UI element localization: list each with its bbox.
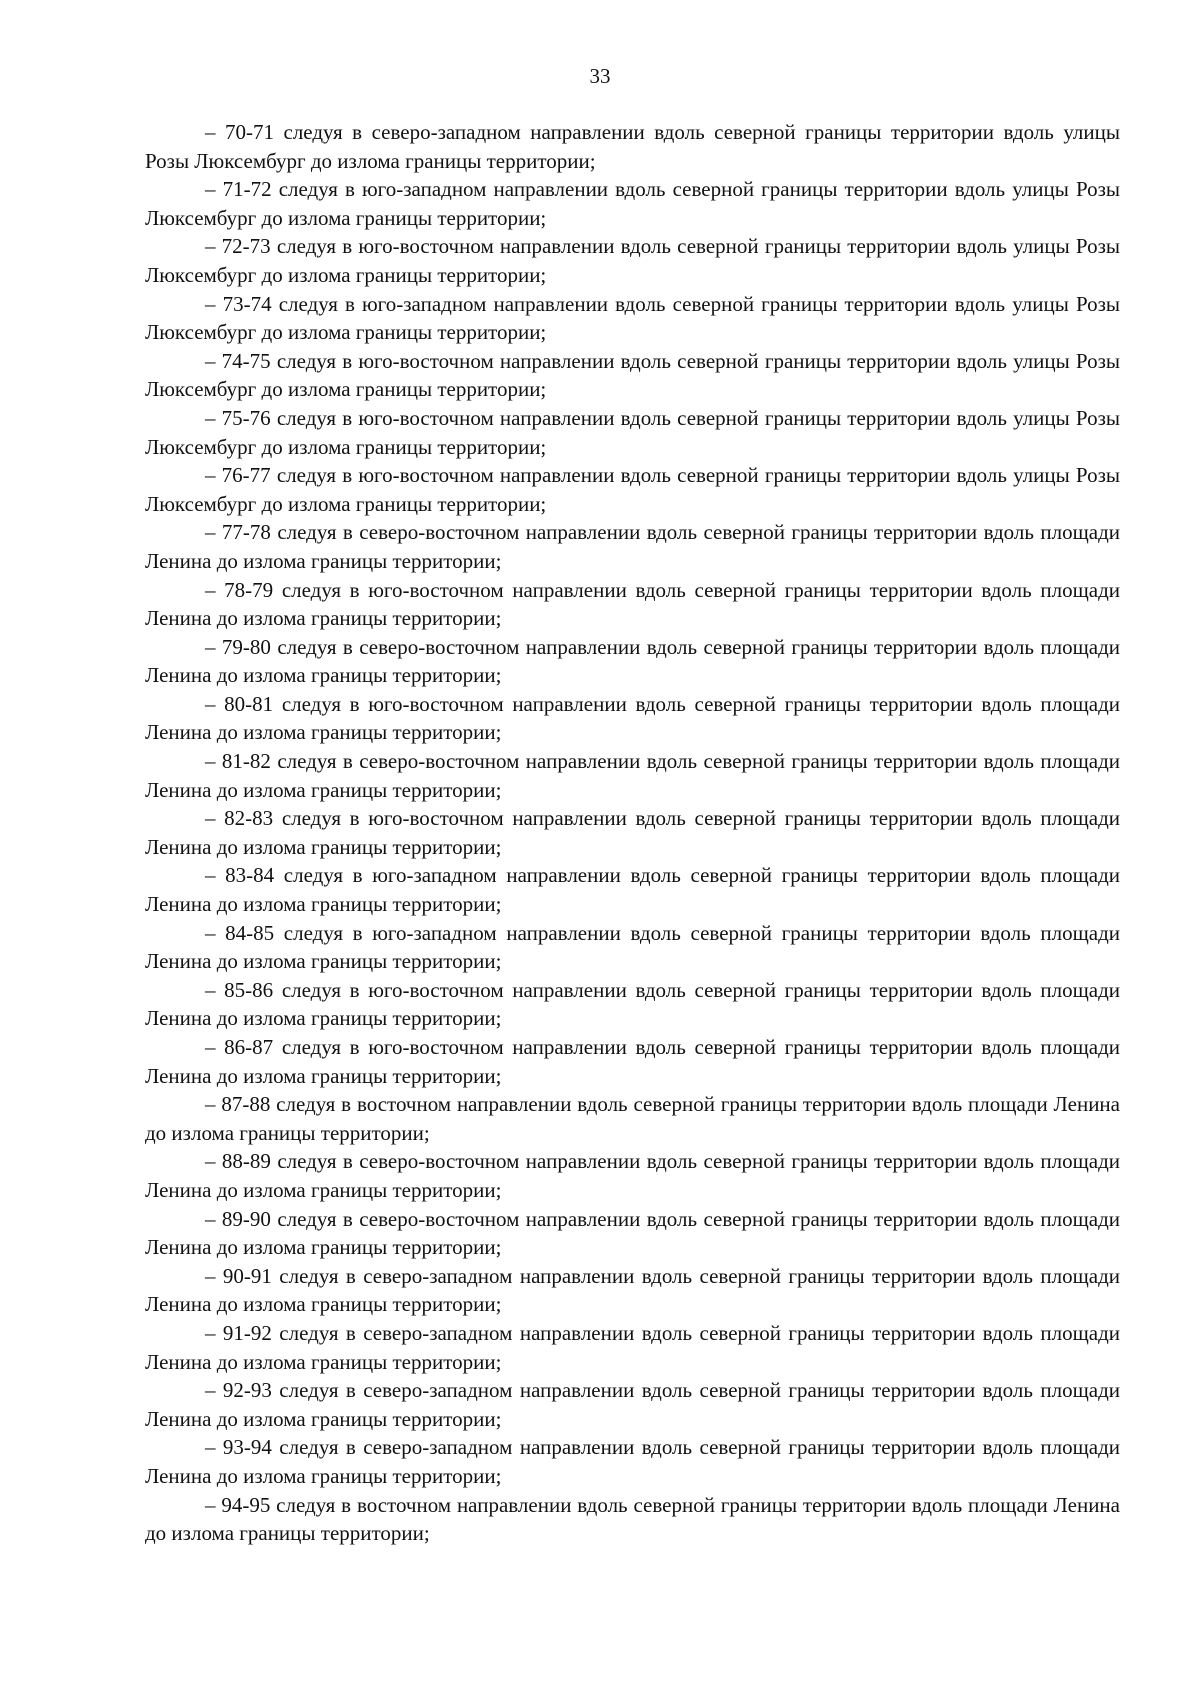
boundary-segment-paragraph: – 93-94 следуя в северо-западном направлении вдоль северной границы территории вдоль площади Ленина до излома границы территории; bbox=[145, 1435, 1120, 1488]
boundary-segment-paragraph: – 86-87 следуя в юго-восточном направлении вдоль северной границы территории вдоль площади Ленина до излома границы территории; bbox=[145, 1035, 1120, 1088]
boundary-segment-paragraph: – 71-72 следуя в юго-западном направлении вдоль северной границы территории вдоль улицы Розы Люксембург до излома границы территории; bbox=[145, 177, 1120, 230]
boundary-segment-paragraph: – 83-84 следуя в юго-западном направлении вдоль северной границы территории вдоль площади Ленина до излома границы территории; bbox=[145, 863, 1120, 917]
boundary-segment-paragraph: – 76-77 следуя в юго-восточном направлении вдоль северной границы территории вдоль улицы Розы Люксембург до излома границы территории; bbox=[145, 463, 1120, 516]
boundary-segment-paragraph: – 70-71 следуя в северо-западном направлении вдоль северной границы территории вдоль улицы Розы Люксембург до излома границы территории; bbox=[145, 120, 1120, 173]
boundary-segment-paragraph: – 81-82 следуя в северо-восточном направлении вдоль северной границы территории вдоль площади Ленина до излома границы территории; bbox=[145, 749, 1120, 802]
boundary-segment-paragraph: – 80-81 следуя в юго-восточном направлении вдоль северной границы территории вдоль площади Ленина до излома границы территории; bbox=[145, 691, 1120, 745]
boundary-segment-paragraph: – 90-91 следуя в северо-западном направлении вдоль северной границы территории вдоль площади Ленина до излома границы территории; bbox=[145, 1263, 1120, 1317]
boundary-segment-paragraph: – 94-95 следуя в восточном направлении вдоль северной границы территории вдоль площади Ленина до излома границы территории; bbox=[145, 1492, 1120, 1546]
boundary-segment-paragraph: – 89-90 следуя в северо-восточном направлении вдоль северной границы территории вдоль площади Ленина до излома границы территории; bbox=[145, 1206, 1120, 1260]
boundary-segment-paragraph: – 77-78 следуя в северо-восточном направлении вдоль северной границы территории вдоль площади Ленина до излома границы территории; bbox=[145, 520, 1120, 573]
boundary-segment-paragraph: – 78-79 следуя в юго-восточном направлении вдоль северной границы территории вдоль площади Ленина до излома границы территории; bbox=[145, 577, 1120, 631]
boundary-segment-paragraph: – 92-93 следуя в северо-западном направлении вдоль северной границы территории вдоль площади Ленина до излома границы территории; bbox=[145, 1378, 1120, 1431]
boundary-segment-paragraph: – 85-86 следуя в юго-восточном направлении вдоль северной границы территории вдоль площади Ленина до излома границы территории; bbox=[145, 977, 1120, 1031]
boundary-segment-paragraph: – 72-73 следуя в юго-восточном направлении вдоль северной границы территории вдоль улицы Розы Люксембург до излома границы территории; bbox=[145, 234, 1120, 287]
boundary-segment-paragraph: – 88-89 следуя в северо-восточном направлении вдоль северной границы территории вдоль площади Ленина до излома границы территории; bbox=[145, 1149, 1120, 1202]
boundary-segment-paragraph: – 84-85 следуя в юго-западном направлении вдоль северной границы территории вдоль площади Ленина до излома границы территории; bbox=[145, 920, 1120, 974]
boundary-segment-paragraph: – 75-76 следуя в юго-восточном направлении вдоль северной границы территории вдоль улицы Розы Люксембург до излома границы территории; bbox=[145, 405, 1120, 459]
boundary-segment-paragraph: – 82-83 следуя в юго-восточном направлении вдоль северной границы территории вдоль площади Ленина до излома границы территории; bbox=[145, 806, 1120, 859]
boundary-segment-paragraph: – 87-88 следуя в восточном направлении вдоль северной границы территории вдоль площади Ленина до излома границы территории; bbox=[145, 1092, 1120, 1145]
page-number: 33 bbox=[589, 64, 611, 88]
boundary-segment-paragraph: – 79-80 следуя в северо-восточном направлении вдоль северной границы территории вдоль площади Ленина до излома границы территории; bbox=[145, 634, 1120, 688]
boundary-segment-paragraph: – 73-74 следуя в юго-западном направлении вдоль северной границы территории вдоль улицы Розы Люксембург до излома границы территории; bbox=[145, 291, 1120, 345]
boundary-segment-paragraph: – 91-92 следуя в северо-западном направлении вдоль северной границы территории вдоль площади Ленина до излома границы территории; bbox=[145, 1320, 1120, 1374]
boundary-segment-paragraph: – 74-75 следуя в юго-восточном направлении вдоль северной границы территории вдоль улицы Розы Люксембург до излома границы территории; bbox=[145, 348, 1120, 402]
document-body bbox=[145, 118, 1120, 1548]
